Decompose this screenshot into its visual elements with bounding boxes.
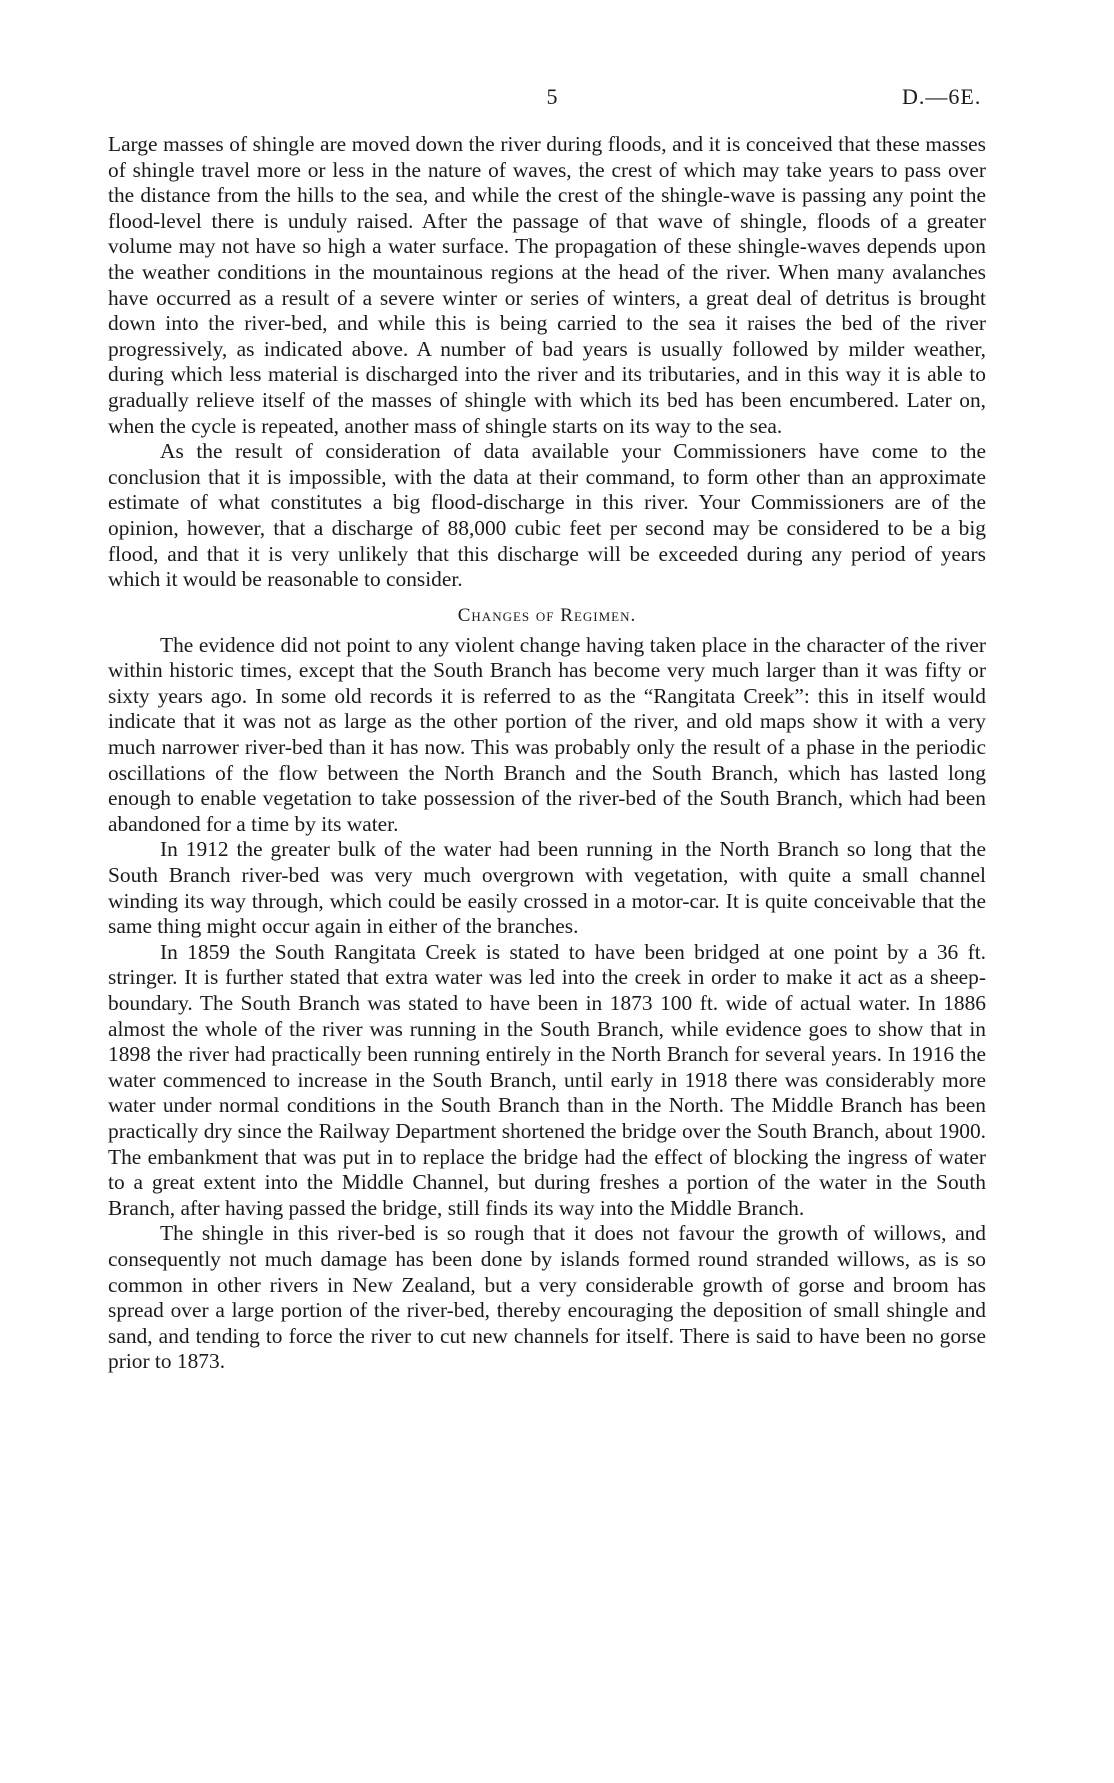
paragraph-1912: In 1912 the greater bulk of the water had been running in the North Branch so long that the South Branch river-bed was very much overgrown with vegetation, with quite a small channel winding its way through, which could be easily crossed in a motor-car. It is quite conceivable that the same thing might occur again in either of the branches. [108,837,986,939]
paragraph-flood-discharge: As the result of consideration of data available your Commissioners have come to the conclusion that it is impossible, with the data at their command, to form other than an approximate estimate of what constitutes a big flood-discharge in this river. Your Commissioners are of the opinion, however, that a discharge of 88,000 cubic feet per second may be considered to be a big flood, and that it is very unlikely that this discharge will be exceeded during any period of years which it would be reasonable to consider. [108,439,986,592]
paragraph-1859: In 1859 the South Rangitata Creek is stated to have been bridged at one point by a 36 ft. stringer. It is further stated that extra water was led into the creek in order to make it act as a sheep-boundary. The South Branch was stated to have been in 1873 100 ft. wide of actual water. In 1886 almost the whole of the river was running in the South Branch, while evidence goes to show that in 1898 the river had practically been running entirely in the North Branch for several years. In 1916 the water commenced to increase in the South Branch, until early in 1918 there was considerably more water under normal conditions in the South Branch than in the North. The Middle Branch has been practically dry since the Railway Department shortened the bridge over the South Branch, about 1900. The embankment that was put in to replace the bridge had the effect of blocking the ingress of water to a great extent into the Middle Channel, but during freshes a portion of the water in the South Branch, after having passed the bridge, still finds its way into the Middle Branch. [108,939,986,1220]
section-heading-changes-of-regimen: Changes of Regimen. [457,604,637,626]
paragraph-shingle-waves: Large masses of shingle are moved down the river during floods, and it is conceived that these masses of shingle travel more or less in the nature of waves, the crest of which may take years to pass over the distance from the hills to the sea, and while the crest of the shingle-wave is passing any point the flood-level there is unduly raised. After the passage of that wave of shingle, floods of a greater volume may not have so high a water surface. The propagation of these shingle-waves depends upon the weather conditions in the mountainous regions at the head of the river. When many avalanches have occurred as a result of a severe winter or series of winters, a great deal of detritus is brought down into the river-bed, and while this is being carried to the sea it raises the bed of the river progressively, as indicated above. A number of bad years is usually followed by milder weather, during which less material is discharged into the river and its tributaries, and in this way it is able to gradually relieve itself of the masses of shingle with which its bed has been encumbered. Later on, when the cycle is repeated, another mass of shingle starts on its way to the sea. [108,132,986,438]
paragraph-historic-change: The evidence did not point to any violent change having taken place in the character of the river within historic times, except that the South Branch has become very much larger than it was fifty or sixty years ago. In some old records it is referred to as the “Rangitata Creek”: this in itself would indicate that it was not as large as the other portion of the river, and old maps show it with a very much narrower river-bed than it has now. This was probably only the result of a phase in the periodic oscillations of the flow between the North Branch and the South Branch, which has lasted long enough to enable vegetation to take possession of the river-bed of the South Branch, which had been abandoned for a time by its water. [108,632,986,836]
paragraph-shingle-willows: The shingle in this river-bed is so rough that it does not favour the growth of willows, and consequently not much damage has been done by islands formed round stranded willows, as is so common in other rivers in New Zealand, but a very considerable growth of gorse and broom has spread over a large portion of the river-bed, thereby encouraging the deposition of small shingle and sand, and tending to force the river to cut new channels for itself. There is said to have been no gorse prior to 1873. [108,1221,986,1374]
body-text [108,132,986,1375]
page-number: 5 [546,84,558,109]
document-reference: D.—6E. [902,84,982,109]
